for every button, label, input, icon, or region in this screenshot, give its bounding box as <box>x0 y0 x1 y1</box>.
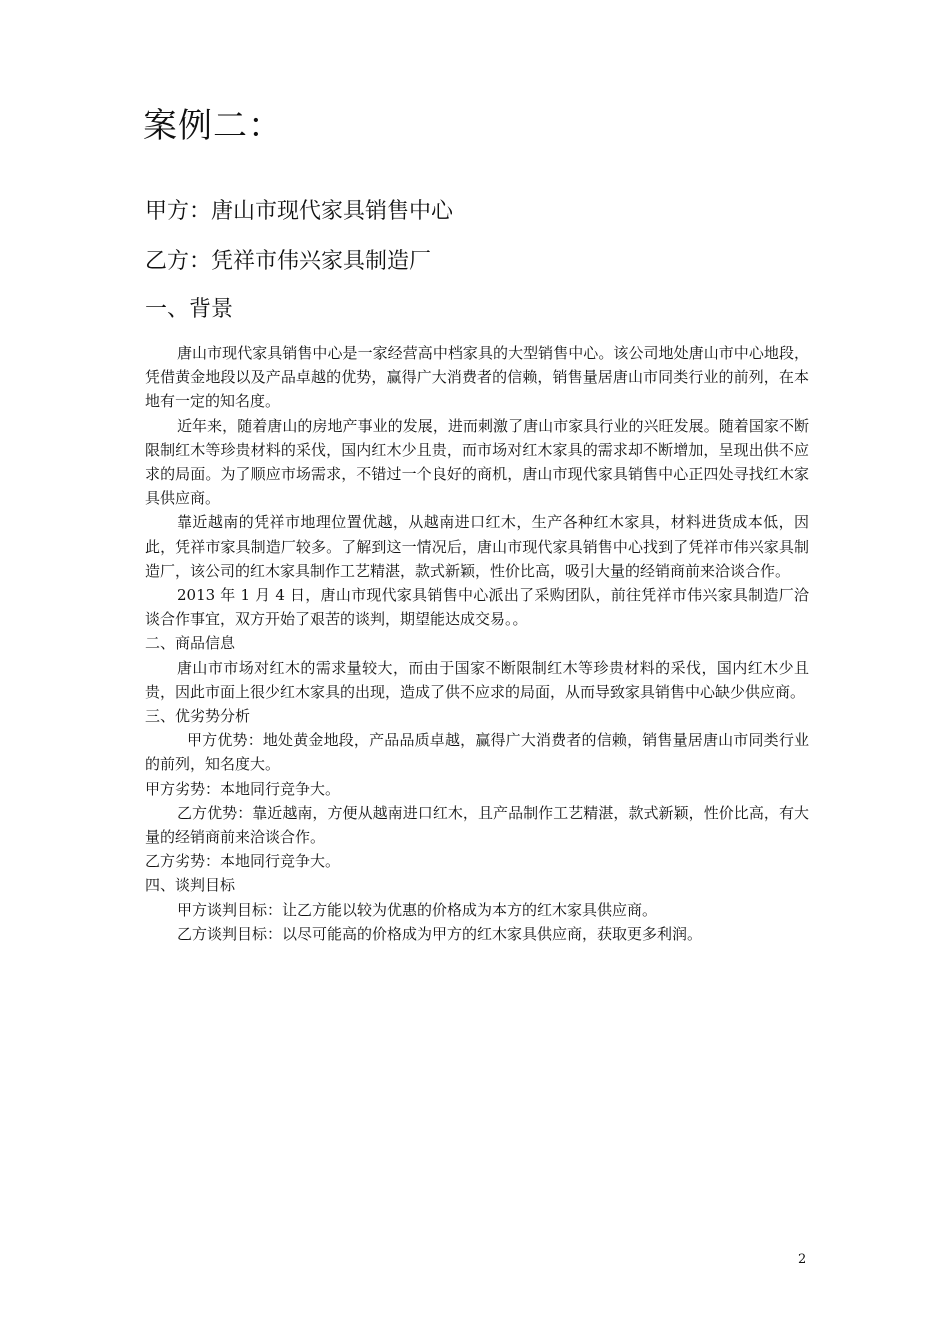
page-number: 2 <box>798 1252 807 1267</box>
party-b-goal: 乙方谈判目标：以尽可能高的价格成为甲方的红木家具供应商，获取更多利润。 <box>177 924 703 943</box>
party-a-weakness: 甲方劣势：本地同行竞争大。 <box>145 779 341 798</box>
background-paragraph: 近年来，随着唐山的房地产事业的发展，进而刺激了唐山市家具行业的兴旺发展。随着国家不断限制红木等珍贵材料的采伐，国内红木少且贵，而市场对红木家具的需求却不断增加，呈现出供不应求的局面。为了顺应市场需求，不错过一个良好的商机，唐山市现代家具销售中心正四处寻找红木家具供应商。 <box>145 416 809 508</box>
party-b-line: 乙方：凭祥市伟兴家具制造厂 <box>145 249 432 274</box>
background-paragraph: 靠近越南的凭祥市地理位置优越，从越南进口红木，生产各种红木家具，材料进货成本低，因此，凭祥市家具制造厂较多。了解到这一情况后，唐山市现代家具销售中心找到了凭祥市伟兴家具制造厂，该公司的红木家具制作工艺精湛，款式新颖，性价比高，吸引大量的经销商前来洽谈合作。 <box>145 513 809 580</box>
section-heading-background: 一、背景 <box>145 297 234 322</box>
background-paragraph: 2013 年 1 月 4 日，唐山市现代家具销售中心派出了采购团队，前往凭祥市伟兴家具制造厂洽谈合作事宜，双方开始了艰苦的谈判，期望能达成交易。。 <box>145 586 809 629</box>
section-heading-swot: 三、优劣势分析 <box>145 707 251 726</box>
product-info-paragraph: 唐山市市场对红木的需求量较大，而由于国家不断限制红木等珍贵材料的采伐，国内红木少且贵，因此市面上很少红木家具的出现，造成了供不应求的局面，从而导致家具销售中心缺少供应商。 <box>145 658 809 701</box>
section-heading-product-info: 二、商品信息 <box>145 634 236 653</box>
document-body <box>145 341 809 946</box>
party-a-goal: 甲方谈判目标：让乙方能以较为优惠的价格成为本方的红木家具供应商。 <box>177 900 658 919</box>
party-a-line: 甲方：唐山市现代家具销售中心 <box>145 199 454 224</box>
background-paragraph: 唐山市现代家具销售中心是一家经营高中档家具的大型销售中心。该公司地处唐山市中心地段，凭借黄金地段以及产品卓越的优势，赢得广大消费者的信赖，销售量居唐山市同类行业的前列，在本地有一定的知名度。 <box>145 344 809 411</box>
party-b-weakness: 乙方劣势：本地同行竞争大。 <box>145 852 341 871</box>
document-title: 案例二： <box>143 106 283 146</box>
party-b-strength: 乙方优势：靠近越南，方便从越南进口红木，且产品制作工艺精湛，款式新颖，性价比高，有大量的经销商前来洽谈合作。 <box>145 803 809 847</box>
party-a-strength: 甲方优势：地处黄金地段，产品品质卓越，赢得广大消费者的信赖，销售量居唐山市同类行业的前列，知名度大。 <box>145 731 809 774</box>
section-heading-goals: 四、谈判目标 <box>145 876 236 895</box>
